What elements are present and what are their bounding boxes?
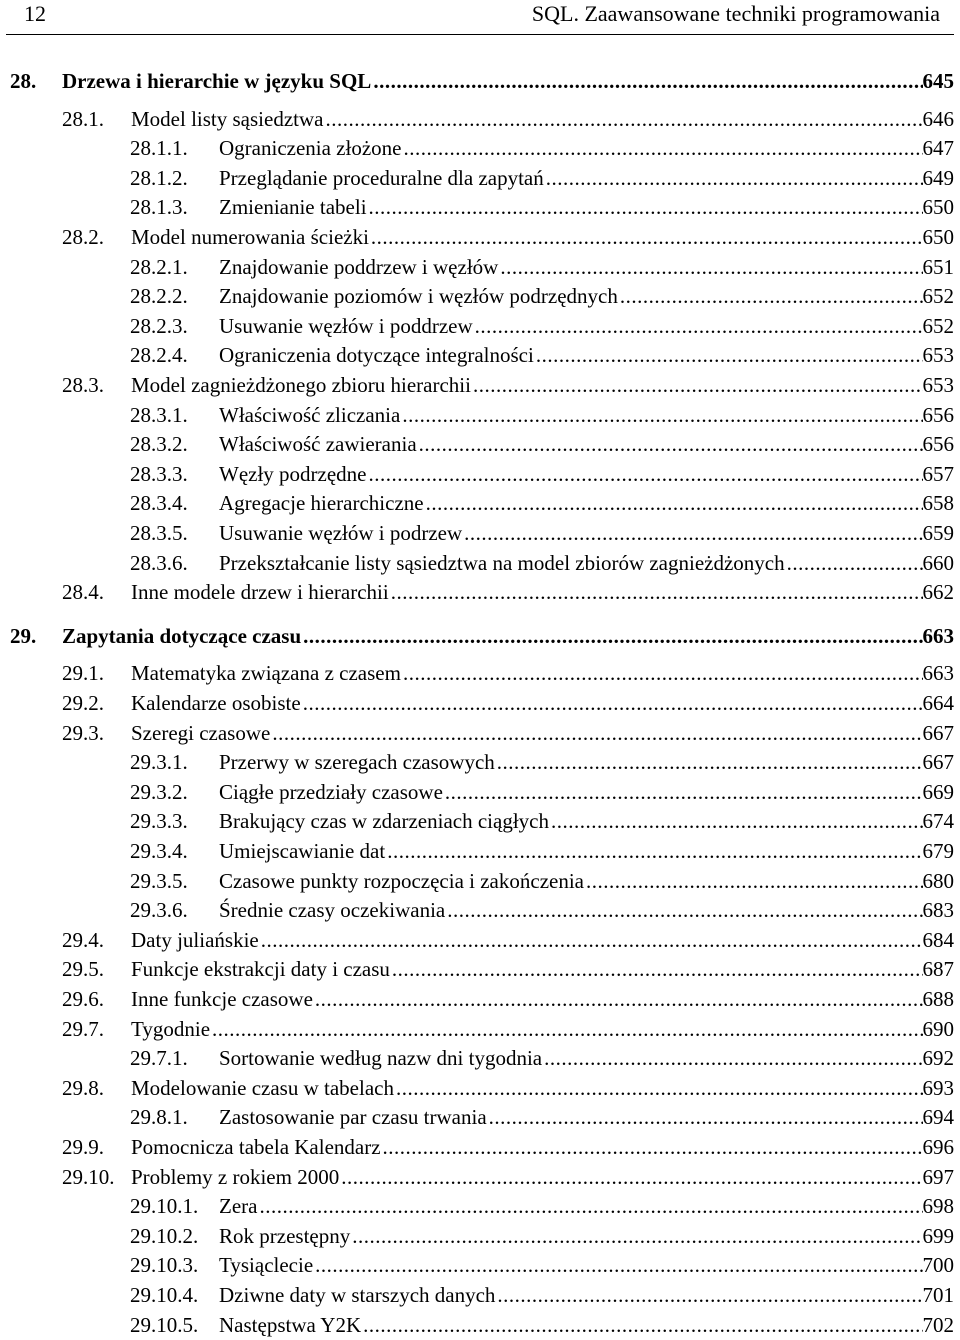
toc-number: 28. [10, 69, 37, 93]
dot-leader [785, 548, 923, 578]
toc-title: Zera [219, 1194, 258, 1219]
toc-title: Sortowanie według nazw dni tygodnia [219, 1046, 543, 1071]
toc-section [0, 688, 960, 718]
toc-title: Zmienianie tabeli [219, 195, 367, 220]
dot-leader [367, 459, 923, 489]
dot-leader [473, 311, 923, 341]
dot-leader [542, 1043, 922, 1073]
toc-number: 29.1. [62, 661, 104, 686]
toc-page-number: 694 [922, 1105, 954, 1130]
toc-number: 29.10. [62, 1164, 115, 1189]
toc-number: 28.3.2. [130, 432, 188, 457]
toc-page-number: 680 [922, 868, 954, 893]
toc-section [0, 1073, 960, 1103]
toc-page-number: 664 [922, 691, 954, 715]
toc-page-number: 690 [922, 1016, 954, 1041]
toc-page-number: 649 [922, 165, 954, 190]
toc-title: Węzły podrzędne [219, 461, 367, 486]
dot-leader [210, 1014, 922, 1044]
toc-page-number: 646 [922, 106, 954, 131]
toc-page-number: 645 [922, 69, 954, 93]
toc-number: 29.7. [62, 1016, 104, 1041]
toc-page-number: 658 [922, 491, 954, 516]
toc-page-number: 667 [922, 720, 954, 745]
dot-leader [495, 747, 923, 777]
dot-leader [313, 984, 923, 1014]
toc-page-number: 684 [922, 927, 954, 952]
toc-number: 29.8.1. [130, 1105, 188, 1130]
toc-number: 28.2.2. [130, 284, 188, 309]
toc-number: 29.2. [62, 691, 104, 715]
dot-leader [394, 1073, 923, 1103]
toc-title: Znajdowanie poziomów i węzłów podrzędnych [219, 284, 618, 309]
toc-page-number: 653 [922, 343, 954, 368]
dot-leader [462, 518, 922, 548]
toc-title: Średnie czasy oczekiwania [219, 898, 446, 923]
dot-leader [257, 1191, 922, 1221]
dot-leader [443, 777, 923, 807]
toc-title: Zastosowanie par czasu trwania [219, 1105, 487, 1130]
dot-leader [367, 192, 923, 222]
dot-leader [445, 895, 922, 925]
toc-number: 29.3.5. [130, 868, 188, 893]
toc-number: 29.10.1. [130, 1194, 199, 1219]
toc-title: Ciągłe przedziały czasowe [219, 779, 443, 804]
toc-page-number: 662 [922, 580, 954, 605]
toc-title: Właściwość zawierania [219, 432, 417, 457]
dot-leader [549, 806, 923, 836]
toc-title: Funkcje ekstrakcji daty i czasu [131, 957, 390, 982]
toc-page-number: 696 [922, 1135, 954, 1159]
toc-title: Agregacje hierarchiczne [219, 491, 424, 516]
toc-subsection [0, 1102, 960, 1132]
toc-subsection [0, 777, 960, 807]
toc-title: Właściwość zliczania [219, 402, 401, 427]
toc-number: 28.3. [62, 373, 104, 397]
toc-number: 29.4. [62, 927, 104, 952]
toc-number: 28.1. [62, 106, 104, 131]
toc-subsection [0, 252, 960, 282]
toc-section [0, 718, 960, 748]
dot-leader [390, 954, 923, 984]
toc-page-number: 652 [922, 284, 954, 309]
dot-leader [369, 222, 923, 252]
toc-title: Ograniczenia dotyczące integralności [219, 343, 534, 368]
page-header [0, 0, 960, 36]
toc-title: Przerwy w szeregach czasowych [219, 750, 495, 775]
dot-leader [389, 577, 923, 607]
toc-section [0, 104, 960, 134]
toc-section [0, 1162, 960, 1192]
toc-subsection [0, 1280, 960, 1310]
toc-title: Przeglądanie proceduralne dla zapytań [219, 165, 544, 190]
toc-page-number: 693 [922, 1075, 954, 1100]
toc-number: 28.2.3. [130, 313, 188, 338]
dot-leader [350, 1221, 922, 1251]
toc-title: Model listy sąsiedztwa [131, 106, 324, 131]
toc-section [0, 1014, 960, 1044]
toc-section [0, 1132, 960, 1162]
toc-subsection [0, 311, 960, 341]
toc-subsection [0, 806, 960, 836]
toc-number: 28.3.1. [130, 402, 188, 427]
toc-subsection [0, 1250, 960, 1280]
toc-title: Drzewa i hierarchie w języku SQL [62, 69, 372, 93]
toc-number: 29.3.2. [130, 779, 188, 804]
toc-page-number: 679 [922, 839, 954, 863]
toc-page-number: 692 [922, 1046, 954, 1071]
dot-leader [534, 340, 923, 370]
toc-subsection [0, 281, 960, 311]
toc-page-number: 650 [922, 195, 954, 220]
toc-number: 29.3.4. [130, 839, 188, 863]
dot-leader [495, 1280, 922, 1310]
toc-page-number: 669 [922, 779, 954, 804]
toc-subsection [0, 192, 960, 222]
toc-page-number: 674 [922, 809, 954, 834]
toc-page-number: 647 [922, 136, 954, 161]
toc-page-number: 663 [922, 623, 954, 648]
toc-title: Następstwa Y2K [219, 1312, 362, 1337]
dot-leader [544, 163, 923, 193]
dot-leader [400, 400, 922, 430]
toc-subsection [0, 1221, 960, 1251]
toc-number: 29.5. [62, 957, 104, 982]
toc-page-number: 699 [922, 1223, 954, 1248]
toc-number: 28.3.6. [130, 550, 188, 575]
toc-title: Tygodnie [131, 1016, 211, 1041]
toc-page-number: 701 [922, 1283, 954, 1307]
toc-page-number: 683 [922, 898, 954, 923]
toc-number: 28.2.1. [130, 254, 188, 279]
toc-title: Tysiąclecie [219, 1253, 314, 1278]
toc-number: 29.3.1. [130, 750, 188, 775]
toc-number: 29.10.3. [130, 1253, 199, 1278]
toc-number: 28.4. [62, 580, 104, 605]
toc-page-number: 697 [922, 1164, 954, 1189]
dot-leader [498, 252, 922, 282]
toc-section [0, 984, 960, 1014]
toc-subsection [0, 1191, 960, 1221]
toc-number: 29.10.4. [130, 1283, 199, 1307]
toc-page-number: 657 [922, 461, 954, 486]
toc-chapter [0, 621, 960, 651]
toc-page-number: 650 [922, 225, 954, 249]
header-rule [6, 34, 954, 35]
toc-title: Szeregi czasowe [131, 720, 271, 745]
toc-title: Znajdowanie poddrzew i węzłów [219, 254, 499, 279]
toc-title: Ograniczenia złożone [219, 136, 402, 161]
toc-page-number: 700 [922, 1253, 954, 1278]
dot-leader [361, 1310, 922, 1340]
toc-page-number: 663 [922, 661, 954, 686]
toc-subsection [0, 1310, 960, 1340]
toc-number: 29. [10, 623, 37, 648]
toc-number: 29.9. [62, 1135, 104, 1159]
toc-title: Model numerowania ścieżki [131, 225, 369, 249]
dot-leader [381, 1132, 923, 1162]
toc-subsection [0, 488, 960, 518]
dot-leader [584, 866, 923, 896]
toc-number: 28.3.3. [130, 461, 188, 486]
toc-page-number: 652 [922, 313, 954, 338]
toc-subsection [0, 895, 960, 925]
toc-title: Dziwne daty w starszych danych [219, 1283, 496, 1307]
toc-subsection [0, 400, 960, 430]
dot-leader [401, 658, 923, 688]
dot-leader [259, 925, 923, 955]
toc-number: 28.3.4. [130, 491, 188, 516]
toc-section [0, 222, 960, 252]
dot-leader [323, 104, 922, 134]
toc-number: 29.7.1. [130, 1046, 188, 1071]
toc-page-number: 653 [922, 373, 954, 397]
toc-page-number: 702 [922, 1312, 954, 1337]
toc-title: Brakujący czas w zdarzeniach ciągłych [219, 809, 549, 834]
toc-title: Matematyka związana z czasem [131, 661, 401, 686]
toc-title: Umiejscawianie dat [219, 839, 386, 863]
toc-title: Kalendarze osobiste [131, 691, 301, 715]
toc-page-number: 651 [922, 254, 954, 279]
toc-section [0, 954, 960, 984]
dot-leader [417, 429, 923, 459]
toc-title: Daty juliańskie [131, 927, 259, 952]
toc-page-number: 660 [922, 550, 954, 575]
toc-number: 29.10.2. [130, 1223, 199, 1248]
dot-leader [385, 836, 922, 866]
dot-leader [618, 281, 923, 311]
toc-number: 29.10.5. [130, 1312, 199, 1337]
dot-leader [487, 1102, 923, 1132]
toc-page-number: 656 [922, 432, 954, 457]
toc-subsection [0, 163, 960, 193]
toc-subsection [0, 429, 960, 459]
toc-title: Przekształcanie listy sąsiedztwa na model zbiorów zagnieżdżonych [219, 550, 785, 575]
toc-title: Inne modele drzew i hierarchii [131, 580, 389, 605]
dot-leader [371, 66, 922, 96]
dot-leader [313, 1250, 922, 1280]
toc-title: Czasowe punkty rozpoczęcia i zakończenia [219, 868, 584, 893]
toc-section [0, 577, 960, 607]
toc-page-number: 688 [922, 987, 954, 1011]
toc-page-number: 667 [922, 750, 954, 775]
toc-number: 28.1.2. [130, 165, 188, 190]
dot-leader [424, 488, 923, 518]
toc-subsection [0, 1043, 960, 1073]
toc-page-number: 687 [922, 957, 954, 982]
dot-leader [401, 133, 922, 163]
toc-number: 28.1.3. [130, 195, 188, 220]
toc-number: 28.1.1. [130, 136, 188, 161]
toc-title: Model zagnieżdżonego zbioru hierarchii [131, 373, 471, 397]
toc-title: Problemy z rokiem 2000 [131, 1164, 340, 1189]
toc-chapter [0, 66, 960, 96]
toc-subsection [0, 340, 960, 370]
toc-subsection [0, 866, 960, 896]
toc-title: Usuwanie węzłów i podrzew [219, 521, 463, 545]
dot-leader [270, 718, 922, 748]
toc-subsection [0, 459, 960, 489]
toc-number: 28.2. [62, 225, 104, 249]
toc-number: 29.3.6. [130, 898, 188, 923]
toc-title: Usuwanie węzłów i poddrzew [219, 313, 473, 338]
toc-number: 29.3.3. [130, 809, 188, 834]
running-title: SQL. Zaawansowane techniki programowania [531, 1, 940, 26]
toc-title: Modelowanie czasu w tabelach [131, 1075, 394, 1100]
dot-leader [471, 370, 923, 400]
toc-page-number: 656 [922, 402, 954, 427]
dot-leader [339, 1162, 922, 1192]
toc-subsection [0, 133, 960, 163]
toc-number: 28.2.4. [130, 343, 188, 368]
toc-section [0, 370, 960, 400]
toc-number: 29.8. [62, 1075, 104, 1100]
toc-section [0, 925, 960, 955]
toc-title: Pomocnicza tabela Kalendarz [131, 1135, 381, 1159]
toc-subsection [0, 548, 960, 578]
dot-leader [301, 688, 923, 718]
dot-leader [301, 621, 922, 651]
toc-subsection [0, 747, 960, 777]
toc-title: Rok przestępny [219, 1223, 351, 1248]
toc-title: Zapytania dotyczące czasu [62, 623, 302, 648]
toc-number: 29.3. [62, 720, 104, 745]
toc-page-number: 659 [922, 521, 954, 545]
toc-subsection [0, 518, 960, 548]
toc-page-number: 698 [922, 1194, 954, 1219]
toc-section [0, 658, 960, 688]
toc-title: Inne funkcje czasowe [131, 987, 313, 1011]
toc-subsection [0, 836, 960, 866]
page-number: 12 [24, 1, 46, 26]
toc-number: 28.3.5. [130, 521, 188, 545]
toc-number: 29.6. [62, 987, 104, 1011]
